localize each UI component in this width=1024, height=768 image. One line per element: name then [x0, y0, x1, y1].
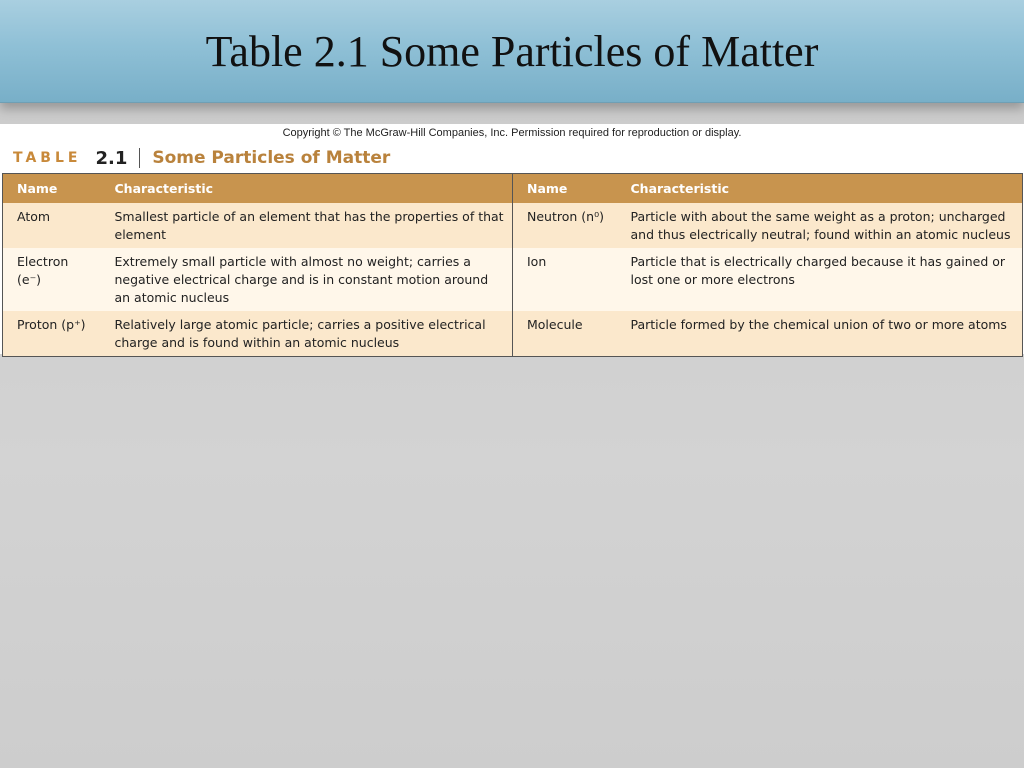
- table-caption: [13, 144, 390, 172]
- particle-characteristic: Particle that is electrically charged because it has gained or lost one or more electrons: [617, 248, 1023, 311]
- table-row: [3, 311, 1023, 357]
- caption-word: TABLE: [13, 150, 82, 166]
- title-bar: [0, 0, 1024, 103]
- particle-name: Electron (e⁻): [3, 248, 101, 311]
- particle-characteristic: Smallest particle of an element that has the properties of that element: [101, 203, 513, 248]
- table-header-row: [3, 174, 1023, 204]
- particle-name: Proton (p⁺): [3, 311, 101, 357]
- table-row: [3, 203, 1023, 248]
- caption-separator: [139, 148, 140, 168]
- particle-characteristic: Particle with about the same weight as a proton; uncharged and thus electrically neutral; found within an atomic nucleus: [617, 203, 1023, 248]
- caption-title: Some Particles of Matter: [152, 148, 391, 168]
- table-row: [3, 248, 1023, 311]
- header-name-2: Name: [513, 174, 617, 204]
- particles-table: [2, 173, 1023, 357]
- particle-name: Ion: [513, 248, 617, 311]
- caption-number: 2.1: [95, 147, 128, 169]
- particle-characteristic: Particle formed by the chemical union of two or more atoms: [617, 311, 1023, 357]
- header-characteristic-1: Characteristic: [101, 174, 513, 204]
- header-characteristic-2: Characteristic: [617, 174, 1023, 204]
- copyright-notice: Copyright © The McGraw-Hill Companies, Inc. Permission required for reproduction or display.: [282, 127, 742, 139]
- slide-title: Table 2.1 Some Particles of Matter: [205, 27, 819, 76]
- header-name-1: Name: [3, 174, 101, 204]
- particle-characteristic: Relatively large atomic particle; carries a positive electrical charge and is found within an atomic nucleus: [101, 311, 513, 357]
- particle-characteristic: Extremely small particle with almost no weight; carries a negative electrical charge and is in constant motion around an atomic nucleus: [101, 248, 513, 311]
- particle-name: Atom: [3, 203, 101, 248]
- particle-name: Neutron (n⁰): [513, 203, 617, 248]
- particle-name: Molecule: [513, 311, 617, 357]
